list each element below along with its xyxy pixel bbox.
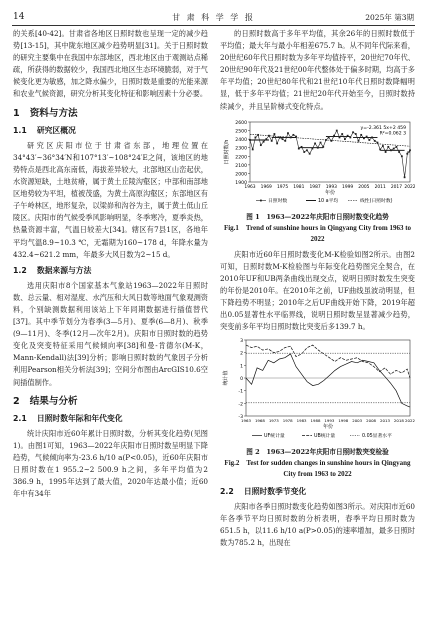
y-tick-label: 3 — [240, 339, 243, 345]
x-tick-label: 1963 — [244, 184, 256, 190]
data-point — [336, 129, 338, 131]
paragraph: 统计庆阳市近60年累计日照时数，分析其变化趋势(见图1)。由图1可知，1963—2022年庆阳市日照时数呈明显下降趋势，气候倾向率为-23.6 h/10 a(P<0.05)，近60年庆阳市日照时数在1 955.2~2 500.9 h之间，多年平均值为2 386.9 h，1995年达到了最大值，2020年达最小值；近60年中有34年 — [13, 428, 208, 499]
data-point — [322, 146, 324, 148]
data-point — [292, 134, 294, 136]
x-tick-label: 1981 — [293, 184, 305, 190]
y-tick-label: 2000 — [235, 172, 247, 178]
subsection-number: 1.2 — [13, 265, 27, 275]
y-tick-label: 2200 — [235, 154, 247, 160]
data-point — [393, 147, 395, 149]
legend-label: 日照时数 — [268, 198, 288, 204]
x-axis-label: 年份 — [322, 424, 334, 431]
x-tick-label: 1993 — [324, 418, 335, 424]
section-number: 2 — [13, 395, 20, 407]
data-point — [366, 135, 368, 137]
data-point — [260, 144, 262, 146]
data-point — [265, 138, 267, 140]
data-point — [377, 141, 379, 143]
data-point — [271, 140, 273, 142]
mk-test-text — [220, 249, 415, 334]
uf-series-line — [246, 354, 410, 407]
data-point — [263, 140, 265, 142]
data-point — [314, 142, 316, 144]
x-tick-label: 1987 — [309, 184, 321, 190]
x-tick-label: 2022 — [405, 418, 415, 424]
y-tick-label: 1 — [240, 364, 243, 370]
figure-1-caption-en: Fig.1 Trend of sunshine hours in Qingyang City from 1963 to 2022 — [223, 223, 412, 243]
trend-equation: y=-2.361 5x+2 459 — [360, 125, 406, 131]
data-point — [387, 146, 389, 148]
data-point — [320, 141, 322, 143]
data-methods-text — [13, 280, 208, 389]
figure-2-caption-en: Fig.2 Test for sudden changes in sunshine hours in Qingyang City from 1963 to 2022 — [224, 458, 411, 478]
x-tick-label: 2013 — [380, 418, 390, 424]
section-1-heading — [13, 108, 208, 120]
data-point — [257, 134, 259, 136]
y-tick-label: 1900 — [235, 180, 247, 186]
subsection-title: 日照时数年际和年代变化 — [36, 413, 123, 423]
figure-2 — [220, 336, 415, 479]
data-point — [371, 136, 373, 138]
subsection-number: 1.1 — [13, 125, 27, 135]
data-point — [252, 148, 254, 150]
subsection-1-1-heading — [13, 125, 208, 137]
left-column — [13, 28, 208, 500]
decadal-text — [220, 28, 415, 113]
data-point — [355, 133, 357, 135]
x-tick-label: 1968 — [254, 418, 265, 424]
sunshine-trend-chart — [220, 116, 415, 208]
subsection-title: 研究区概况 — [36, 125, 76, 135]
y-tick-label: 2400 — [235, 137, 247, 143]
data-point — [382, 145, 384, 147]
x-tick-label: 2018 — [393, 418, 404, 424]
data-point — [328, 136, 330, 138]
data-point — [398, 151, 400, 153]
x-tick-label: 1963 — [241, 418, 251, 424]
section-2-heading — [13, 396, 208, 408]
y-tick-label: -1 — [238, 390, 243, 396]
data-point — [358, 140, 360, 142]
y-tick-label: -3 — [238, 415, 243, 421]
data-point — [255, 136, 257, 138]
data-point — [284, 140, 286, 142]
x-tick-label: 2003 — [352, 418, 363, 424]
section-number: 1 — [13, 107, 20, 119]
y-axis-label: 统计值 — [223, 370, 229, 386]
x-axis-label: 年份 — [324, 189, 336, 196]
y-tick-label: 2 — [240, 352, 243, 358]
data-point — [339, 136, 341, 138]
x-tick-label: 2011 — [374, 184, 386, 190]
data-point — [317, 146, 319, 148]
subsection-title: 日照时数季节变化 — [243, 486, 307, 496]
page-number: 14 — [13, 12, 25, 22]
paragraph: 研究区庆阳市位于甘肃省东部，地理位置在34°43′~36°34′N和107°13′~108°24′E之间，该地区的地势特点是西北高东南低，海拔差异较大，北部地区山峦起伏，水资源短缺，土地贫瘠，属于黄土丘陵沟壑区；中部和南部地区地势较为平坦，植被茂盛，为黄土高原沟壑区；东部地区有子午岭林区，地形复杂，以梁峁和沟谷为主，属于黄土低山丘陵区。庆阳市的气候受季风影响明显，冬季寒冷，夏季炎热，热量资源丰富，气温日较差大[34]。辖区有7县1区，各地年平均气温8.9~10.3 ℃，无霜期为160~178 d，年降水量为432.4~621.2 mm，年最多大风日数为2~15 d。 — [13, 140, 208, 259]
data-point — [279, 136, 281, 138]
journal-title: 甘 肃 科 学 学 报 — [172, 13, 255, 22]
legend-label: UF统计量 — [264, 434, 285, 440]
y-tick-label: 2300 — [235, 146, 247, 152]
data-point — [325, 139, 327, 141]
seasonal-variation-text — [220, 501, 415, 549]
data-point — [298, 147, 300, 149]
subsection-2-2-heading — [220, 486, 415, 498]
y-tick-label: 2500 — [235, 129, 247, 135]
x-tick-label: 2008 — [366, 418, 377, 424]
data-point — [404, 176, 406, 178]
data-point — [295, 135, 297, 137]
x-tick-label: 1969 — [260, 184, 272, 190]
figure-1 — [220, 116, 415, 245]
mk-test-chart — [220, 336, 415, 442]
x-tick-label: 1973 — [268, 418, 279, 424]
data-point — [341, 133, 343, 135]
r-squared: R²=0.062 3 — [379, 131, 406, 137]
data-point — [396, 146, 398, 148]
data-point — [268, 134, 270, 136]
y-tick-label: 2100 — [235, 163, 247, 169]
data-point — [401, 155, 403, 157]
paragraph: 的日照时数高于多年平均值，其余26年的日照时数低于平均值；最大年与最小年相差675.7 h。从不同年代际来看，20世纪60年代日照时数为多年平均值持平，20世纪70年代、20世纪90年代及21世纪00年代整体处于偏多时期，均高于多年平均值；20世纪80年代和21世纪10年代日照时数降幅明显，低于多年平均值；21世纪20年代开始至今，日照时数持续减少，并且呈阶梯式变化特点。 — [220, 29, 415, 111]
legend-label: UB统计量 — [314, 434, 336, 440]
y-tick-label: 0 — [240, 377, 243, 383]
x-tick-label: 1983 — [296, 418, 307, 424]
x-tick-label: 1998 — [338, 418, 349, 424]
data-point — [249, 139, 251, 141]
x-tick-label: 1999 — [342, 184, 354, 190]
paragraph: 庆阳市各季日照时数变化趋势如图3所示。对庆阳市近60年各季节平均日照时数的分析表明，春季平均日照时数为651.5 h，以11.6 h/10 a(P>0.05)的速率增加，最多日照时数为785.2 h，出现在 — [220, 501, 415, 547]
data-point — [330, 140, 332, 142]
data-point — [363, 137, 365, 139]
right-column — [220, 28, 415, 549]
data-point — [406, 152, 408, 154]
section-title: 结果与分析 — [29, 395, 78, 407]
data-point — [306, 149, 308, 151]
data-point — [282, 138, 284, 140]
subsection-2-1-heading — [13, 413, 208, 425]
legend-label: 线性(日照时数) — [360, 198, 393, 204]
subsection-title: 数据来源与方法 — [36, 265, 92, 275]
data-point — [409, 149, 411, 151]
page-header — [0, 0, 427, 30]
data-point — [311, 147, 313, 149]
section-title: 资料与方法 — [29, 107, 78, 119]
data-point — [290, 136, 292, 138]
issue-label: 2025年 第3期 — [365, 13, 414, 22]
y-tick-label: 2600 — [235, 120, 247, 126]
data-point — [360, 134, 362, 136]
data-point — [352, 131, 354, 133]
x-tick-label: 1988 — [310, 418, 321, 424]
data-point — [333, 134, 335, 136]
data-point — [347, 134, 349, 136]
data-point — [344, 138, 346, 140]
data-point — [303, 151, 305, 153]
x-tick-label: 2022 — [404, 184, 415, 190]
data-point — [385, 151, 387, 153]
paragraph: 的关系[40-42]。甘肃省各地区日照时数也呈现一定的减少趋势[13-15]，其中陇东地区减少趋势明显[31]。关于日照时数的研究主要集中在我国中东部地区，西北地区由于观测站点稀疏，所获得的数据较少，我国西北地区生态环境脆弱，对于气候变化更为敏感，加之降水偏少，日照时数是重要的光能来源和农业气候资源，研究分析其变化特征和影响因素十分必要。 — [13, 29, 208, 99]
data-point — [301, 146, 303, 148]
subsection-number: 2.2 — [220, 486, 234, 496]
intro-text — [13, 28, 208, 101]
paragraph: 选用庆阳市8个国家基本气象站1963—2022年日照时数、总云量、相对湿度、水汽压和大风日数等地面气象观测资料，个别缺测数据利用该站上下年同期数据进行插值替代[37]。其中季节划分为春季(3—5月)、夏季(6—8月)、秋季(9—11月)、冬季(12月—次年2月)。庆阳市日照时数的趋势变化及突变特征采用气候倾向率[38]和曼-肯德尔(M-K，Mann-Kendall)法[39]分析；影响日照时数的气象因子分析利用Pearson相关分析法[39]；空间分布图由ArcGIS10.6空间插值制作。 — [13, 280, 208, 387]
subsection-1-2-heading — [13, 265, 208, 277]
data-point — [379, 148, 381, 150]
y-tick-label: -2 — [238, 402, 243, 408]
y-axis-label: 日照时数/h — [224, 139, 230, 165]
subsection-number: 2.1 — [13, 413, 27, 423]
legend-label: 10 a平均 — [318, 198, 339, 204]
data-point — [349, 136, 351, 138]
x-tick-label: 2017 — [390, 184, 403, 190]
figure-2-caption-cn: 图 2 1963—2022年庆阳市日照时数突变检验 — [246, 447, 389, 456]
header-rule — [12, 25, 415, 26]
paragraph: 庆阳市近60年日照时数变化M-K检验如图2所示。由图2可知，日照时数M-K检验图与年际变化趋势图完全契合，在2010年UF和UB两条曲线出现交点，说明日照时数发生突变的年份是2010年。在2010年之前，UF曲线虽波动明显，但下降趋势不明显；2010年之后UF曲线开始下降，2019年超出0.05显著性水平临界线，说明日照时数呈显著减少趋势，突变前多年平均日照时数比突变后多139.7 h。 — [220, 249, 415, 332]
data-point — [368, 139, 370, 141]
x-tick-label: 1993 — [325, 184, 337, 190]
study-area-text — [13, 140, 208, 261]
x-tick-label: 2005 — [358, 184, 370, 190]
data-point — [309, 152, 311, 154]
legend-marker — [260, 199, 262, 201]
data-point — [374, 140, 376, 142]
figure-1-caption-cn: 图 1 1963—2022年庆阳市日照时数变化趋势 — [246, 212, 389, 221]
data-point — [390, 149, 392, 151]
data-point — [287, 132, 289, 134]
x-tick-label: 1975 — [276, 184, 289, 190]
legend-label: 0.05显著水平 — [362, 434, 392, 440]
data-point — [276, 142, 278, 144]
x-tick-label: 1978 — [282, 418, 293, 424]
annual-variation-text — [13, 428, 208, 501]
data-point — [274, 133, 276, 135]
